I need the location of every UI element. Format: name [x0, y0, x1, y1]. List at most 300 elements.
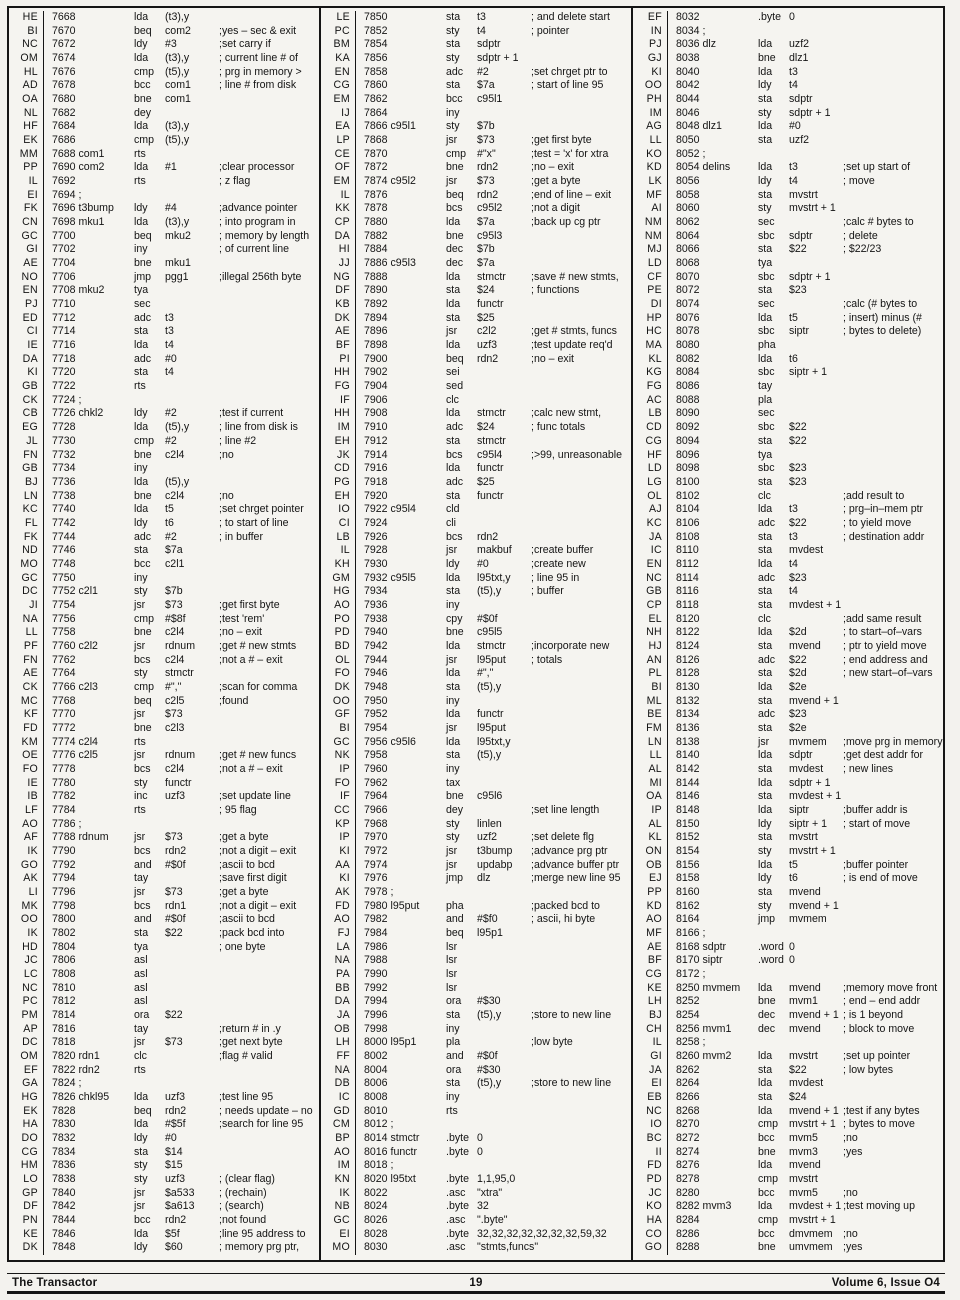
- address-label: 8132: [676, 694, 700, 707]
- code-row: [321, 777, 631, 791]
- address-label: 7904: [364, 380, 388, 393]
- operand: [477, 954, 531, 968]
- opcode: bne: [758, 52, 776, 65]
- address-label: 7918: [364, 475, 388, 488]
- address-label: 8122: [676, 626, 700, 639]
- opcode: sta: [134, 325, 149, 338]
- opcode: sbc: [758, 270, 775, 283]
- code-row: [9, 818, 319, 832]
- code-row: [321, 1105, 631, 1119]
- address-label: 8024: [364, 1200, 388, 1213]
- checksum: BI: [321, 722, 356, 736]
- comment: ;yes: [843, 1145, 863, 1158]
- operand: $22: [165, 927, 183, 940]
- checksum: FD: [633, 1159, 668, 1173]
- address-label: 8004: [364, 1063, 388, 1076]
- code-row: [321, 667, 631, 681]
- code-row: [633, 1118, 943, 1132]
- code-row: [321, 325, 631, 339]
- opcode: iny: [134, 243, 148, 256]
- opcode: ldy: [134, 38, 148, 51]
- operand: [165, 394, 219, 408]
- opcode: .asc: [446, 1214, 466, 1227]
- address-label: 7876: [364, 188, 388, 201]
- opcode: iny: [446, 694, 460, 707]
- opcode: sta: [446, 79, 461, 92]
- address-label: 7758: [52, 626, 76, 639]
- comment: ; line 95 in: [531, 571, 580, 584]
- address-label: 7996: [364, 1009, 388, 1022]
- address-label: 7722: [52, 380, 76, 393]
- address-label: 8038: [676, 52, 700, 65]
- operand: stmctr: [165, 667, 194, 680]
- address-label: 7738: [52, 489, 76, 502]
- opcode: bne: [134, 93, 152, 106]
- opcode: inc: [134, 790, 148, 803]
- address-label: 8258 ;: [676, 1036, 706, 1049]
- comment: ; block to move: [843, 1022, 915, 1035]
- checksum: LH: [633, 995, 668, 1009]
- address-label: 7846: [52, 1227, 76, 1240]
- opcode: beq: [134, 694, 152, 707]
- address-label: 8046: [676, 106, 700, 119]
- operand: [165, 736, 219, 750]
- opcode: ora: [446, 995, 462, 1008]
- opcode: cmp: [134, 434, 155, 447]
- address-label: 8270: [676, 1118, 700, 1131]
- checksum: EH: [321, 490, 356, 504]
- operand: [165, 804, 219, 818]
- operand: [789, 298, 843, 312]
- operand: mvend + 1: [789, 1009, 839, 1022]
- code-row: [321, 366, 631, 380]
- opcode: lda: [758, 120, 773, 133]
- address-label: 7698 mku1: [52, 216, 105, 229]
- code-row: [321, 1159, 631, 1173]
- code-row: [633, 1050, 943, 1064]
- code-row: [633, 1036, 943, 1050]
- address-label: 7936: [364, 598, 388, 611]
- checksum: IP: [633, 804, 668, 818]
- address-label: 7686: [52, 134, 76, 147]
- opcode: lda: [446, 462, 461, 475]
- opcode: cmp: [758, 1173, 779, 1186]
- comment: ;flag # valid: [219, 1050, 273, 1063]
- opcode: ora: [134, 1009, 150, 1022]
- code-row: [9, 435, 319, 449]
- operand: [789, 407, 843, 421]
- comment: ;create buffer: [531, 544, 594, 557]
- operand: [165, 872, 219, 886]
- address-label: 8130: [676, 680, 700, 693]
- address-label: 8156: [676, 858, 700, 871]
- address-label: 7748: [52, 557, 76, 570]
- checksum: FJ: [321, 927, 356, 941]
- opcode: jmp: [446, 872, 464, 885]
- operand: $a533: [165, 1186, 195, 1199]
- opcode: .asc: [446, 1241, 466, 1254]
- operand: (t5),y: [165, 65, 190, 78]
- checksum: GM: [321, 572, 356, 586]
- code-row: [9, 325, 319, 339]
- code-row: [9, 407, 319, 421]
- checksum: EM: [321, 175, 356, 189]
- code-row: [321, 257, 631, 271]
- code-row: [321, 736, 631, 750]
- address-label: 7938: [364, 612, 388, 625]
- opcode: bcs: [134, 762, 151, 775]
- checksum: PO: [321, 613, 356, 627]
- code-row: [321, 66, 631, 80]
- code-row: [9, 161, 319, 175]
- code-row: [9, 52, 319, 66]
- checksum: IB: [9, 790, 44, 804]
- checksum: EN: [9, 284, 44, 298]
- address-label: 7838: [52, 1173, 76, 1186]
- address-label: 7988: [364, 954, 388, 967]
- operand: rdnum: [165, 639, 196, 652]
- comment: ; new lines: [843, 762, 894, 775]
- code-row: [633, 804, 943, 818]
- code-row: [9, 462, 319, 476]
- operand: c95l4: [477, 448, 503, 461]
- operand: siptr + 1: [789, 817, 827, 830]
- operand: c2l1: [165, 557, 185, 570]
- operand: $7b: [477, 243, 495, 256]
- address-label: 8064: [676, 229, 700, 242]
- comment: ;get first byte: [531, 134, 592, 147]
- checksum: BJ: [9, 476, 44, 490]
- code-row: [9, 722, 319, 736]
- operand: (t3),y: [165, 216, 190, 229]
- code-row: [9, 626, 319, 640]
- address-label: 7764: [52, 667, 76, 680]
- code-row: [633, 271, 943, 285]
- opcode: lda: [758, 65, 773, 78]
- address-label: 7982: [364, 913, 388, 926]
- code-row: [633, 1159, 943, 1173]
- checksum: KN: [321, 1173, 356, 1187]
- operand: dmvmem: [789, 1227, 833, 1240]
- operand: rdn2: [165, 844, 187, 857]
- code-row: [321, 449, 631, 463]
- checksum: MI: [633, 777, 668, 791]
- code-row: [9, 230, 319, 244]
- opcode: dec: [758, 1009, 776, 1022]
- operand: c2l4: [165, 448, 185, 461]
- checksum: AJ: [633, 503, 668, 517]
- checksum: EB: [633, 1091, 668, 1105]
- code-row: [9, 271, 319, 285]
- opcode: sty: [134, 1159, 148, 1172]
- operand: sdptr: [477, 38, 501, 51]
- checksum: OA: [633, 790, 668, 804]
- opcode: asl: [134, 981, 148, 994]
- code-row: [633, 216, 943, 230]
- comment: ;calc # bytes to: [843, 216, 914, 229]
- code-row: [9, 284, 319, 298]
- operand: [165, 284, 219, 298]
- checksum: CD: [633, 421, 668, 435]
- address-label: 8254: [676, 1009, 700, 1022]
- address-label: 8094: [676, 434, 700, 447]
- comment: ; (search): [219, 1200, 264, 1213]
- code-row: [321, 1064, 631, 1078]
- checksum: NC: [633, 572, 668, 586]
- code-row: [633, 366, 943, 380]
- address-label: 7942: [364, 639, 388, 652]
- opcode: sty: [446, 24, 460, 37]
- operand: mvend + 1: [789, 1104, 839, 1117]
- code-row: [9, 93, 319, 107]
- code-row: [633, 900, 943, 914]
- opcode: rts: [134, 380, 146, 393]
- opcode: sec: [134, 298, 151, 311]
- address-label: 7774 c2l4: [52, 735, 98, 748]
- code-column-3: [631, 8, 943, 1260]
- address-label: 8044: [676, 93, 700, 106]
- opcode: .byte: [446, 1227, 469, 1240]
- operand: $7a: [165, 544, 183, 557]
- code-row: [633, 93, 943, 107]
- opcode: and: [134, 858, 152, 871]
- operand: linlen: [477, 817, 502, 830]
- opcode: ldy: [758, 817, 772, 830]
- operand: [477, 763, 531, 777]
- operand: [165, 995, 219, 1009]
- address-label: 8266: [676, 1091, 700, 1104]
- checksum: ND: [9, 544, 44, 558]
- opcode: lda: [758, 352, 773, 365]
- address-label: 8084: [676, 366, 700, 379]
- code-row: [633, 708, 943, 722]
- address-label: 7870: [364, 147, 388, 160]
- address-label: 8114: [676, 571, 699, 584]
- code-row: [321, 572, 631, 586]
- opcode: lda: [446, 339, 461, 352]
- operand: l95txt,y: [477, 571, 511, 584]
- operand: siptr: [789, 803, 810, 816]
- checksum: JA: [321, 1009, 356, 1023]
- code-row: [9, 749, 319, 763]
- address-label: 7810: [52, 981, 76, 994]
- comment: ;no – exit: [531, 161, 574, 174]
- checksum: BI: [9, 25, 44, 39]
- checksum: JC: [633, 1187, 668, 1201]
- operand: l95put: [477, 653, 506, 666]
- opcode: ldy: [134, 516, 148, 529]
- code-row: [633, 927, 943, 941]
- checksum: AG: [633, 120, 668, 134]
- checksum: BJ: [633, 1009, 668, 1023]
- comment: ; func totals: [531, 421, 586, 434]
- operand: t6: [165, 516, 174, 529]
- opcode: .byte: [758, 11, 781, 23]
- checksum: PM: [9, 1009, 44, 1023]
- operand: [165, 968, 219, 982]
- code-row: [633, 736, 943, 750]
- address-label: 7952: [364, 708, 388, 721]
- checksum: HA: [9, 1118, 44, 1132]
- checksum: IM: [321, 1159, 356, 1173]
- code-row: [9, 120, 319, 134]
- checksum: KI: [633, 66, 668, 80]
- opcode: .word: [758, 940, 784, 953]
- operand: stmctr: [477, 407, 506, 420]
- comment: ; of current line: [219, 243, 290, 256]
- opcode: jsr: [134, 1186, 146, 1199]
- checksum: JA: [633, 1064, 668, 1078]
- opcode: jsr: [446, 544, 458, 557]
- opcode: dec: [446, 257, 464, 270]
- operand: $14: [165, 1145, 183, 1158]
- address-label: 7730: [52, 434, 76, 447]
- code-row: [633, 585, 943, 599]
- address-label: 7900: [364, 352, 388, 365]
- operand: #$0f: [477, 612, 498, 625]
- opcode: iny: [446, 1091, 460, 1104]
- operand: [165, 462, 219, 476]
- comment: ; low bytes: [843, 1063, 894, 1076]
- opcode: adc: [134, 352, 152, 365]
- code-row: [321, 859, 631, 873]
- opcode: lda: [758, 858, 773, 871]
- code-row: [321, 1023, 631, 1037]
- address-label: 7930: [364, 557, 388, 570]
- address-label: 7958: [364, 749, 388, 762]
- code-row: [321, 407, 631, 421]
- opcode: sta: [758, 544, 773, 557]
- operand: functr: [477, 298, 504, 311]
- opcode: cmp: [134, 612, 155, 625]
- address-label: 8168 sdptr: [676, 940, 727, 953]
- code-row: [321, 230, 631, 244]
- comment: ; current line # of: [219, 52, 298, 65]
- operand: mvm5: [789, 1132, 818, 1145]
- checksum: PL: [633, 667, 668, 681]
- checksum: AL: [633, 818, 668, 832]
- code-row: [321, 695, 631, 709]
- checksum: GA: [9, 1077, 44, 1091]
- operand: [789, 257, 843, 271]
- address-label: 7856: [364, 52, 388, 65]
- operand: $22: [789, 653, 807, 666]
- checksum: DK: [9, 1241, 44, 1255]
- operand: $23: [789, 571, 807, 584]
- checksum: LD: [633, 257, 668, 271]
- checksum: PG: [321, 476, 356, 490]
- code-row: [321, 148, 631, 162]
- operand: $22: [789, 434, 807, 447]
- opcode: .word: [758, 954, 784, 967]
- code-row: [321, 202, 631, 216]
- address-label: 8008: [364, 1091, 388, 1104]
- operand: (t5),y: [477, 1077, 502, 1090]
- comment: ; start of move: [843, 817, 911, 830]
- opcode: lsr: [446, 981, 458, 994]
- code-row: [321, 11, 631, 25]
- opcode: bcs: [446, 448, 463, 461]
- checksum: PJ: [633, 38, 668, 52]
- opcode: ldy: [758, 872, 772, 885]
- code-row: [633, 134, 943, 148]
- address-label: 7844: [52, 1214, 76, 1227]
- checksum: LF: [9, 804, 44, 818]
- address-label: 7816: [52, 1022, 76, 1035]
- code-row: [633, 831, 943, 845]
- code-row: [321, 804, 631, 818]
- address-label: 8000 l95p1: [364, 1036, 417, 1049]
- opcode: lda: [134, 475, 149, 488]
- checksum: EK: [9, 134, 44, 148]
- code-row: [9, 1173, 319, 1187]
- address-label: 8056: [676, 175, 700, 188]
- checksum: EH: [321, 435, 356, 449]
- checksum: JJ: [321, 257, 356, 271]
- operand: stmctr: [477, 639, 506, 652]
- operand: c95l6: [477, 790, 503, 803]
- operand: [165, 189, 219, 203]
- checksum: FN: [9, 654, 44, 668]
- comment: ; end address and: [843, 653, 928, 666]
- comment: ; to start–of–vars: [843, 626, 922, 639]
- operand: mku1: [165, 257, 191, 270]
- operand: dlz: [477, 872, 491, 885]
- opcode: cli: [446, 516, 457, 529]
- address-label: 8006: [364, 1077, 388, 1090]
- checksum: FK: [9, 202, 44, 216]
- checksum: PH: [633, 93, 668, 107]
- checksum: KI: [321, 872, 356, 886]
- opcode: cmp: [134, 134, 155, 147]
- address-label: 8042: [676, 79, 700, 92]
- operand: sdptr: [789, 93, 813, 106]
- address-label: 8002: [364, 1050, 388, 1063]
- checksum: CP: [321, 216, 356, 230]
- checksum: KL: [633, 353, 668, 367]
- operand: sdptr + 1: [789, 270, 831, 283]
- checksum: JC: [9, 954, 44, 968]
- opcode: sty: [758, 899, 772, 912]
- comment: ;set chrget pointer: [219, 503, 304, 516]
- address-label: 7896: [364, 325, 388, 338]
- address-label: 7756: [52, 612, 76, 625]
- operand: 0: [789, 11, 795, 23]
- checksum: EK: [9, 1105, 44, 1119]
- code-row: [321, 1214, 631, 1228]
- operand: $15: [165, 1159, 183, 1172]
- comment: ;test line 95: [219, 1091, 274, 1104]
- operand: #$0f: [165, 913, 186, 926]
- code-row: [633, 243, 943, 257]
- code-row: [321, 913, 631, 927]
- opcode: dec: [758, 1022, 776, 1035]
- operand: #0: [477, 557, 489, 570]
- checksum: DK: [321, 681, 356, 695]
- code-row: [9, 531, 319, 545]
- checksum: FO: [321, 777, 356, 791]
- checksum: IC: [321, 1091, 356, 1105]
- checksum: MK: [9, 900, 44, 914]
- checksum: FD: [321, 900, 356, 914]
- operand: mvstrt: [789, 188, 818, 201]
- comment: ; is 1 beyond: [843, 1009, 904, 1022]
- code-column-1: [9, 8, 319, 1260]
- opcode: lda: [134, 216, 149, 229]
- checksum: IL: [633, 1036, 668, 1050]
- checksum: KB: [321, 298, 356, 312]
- opcode: bne: [758, 1145, 776, 1158]
